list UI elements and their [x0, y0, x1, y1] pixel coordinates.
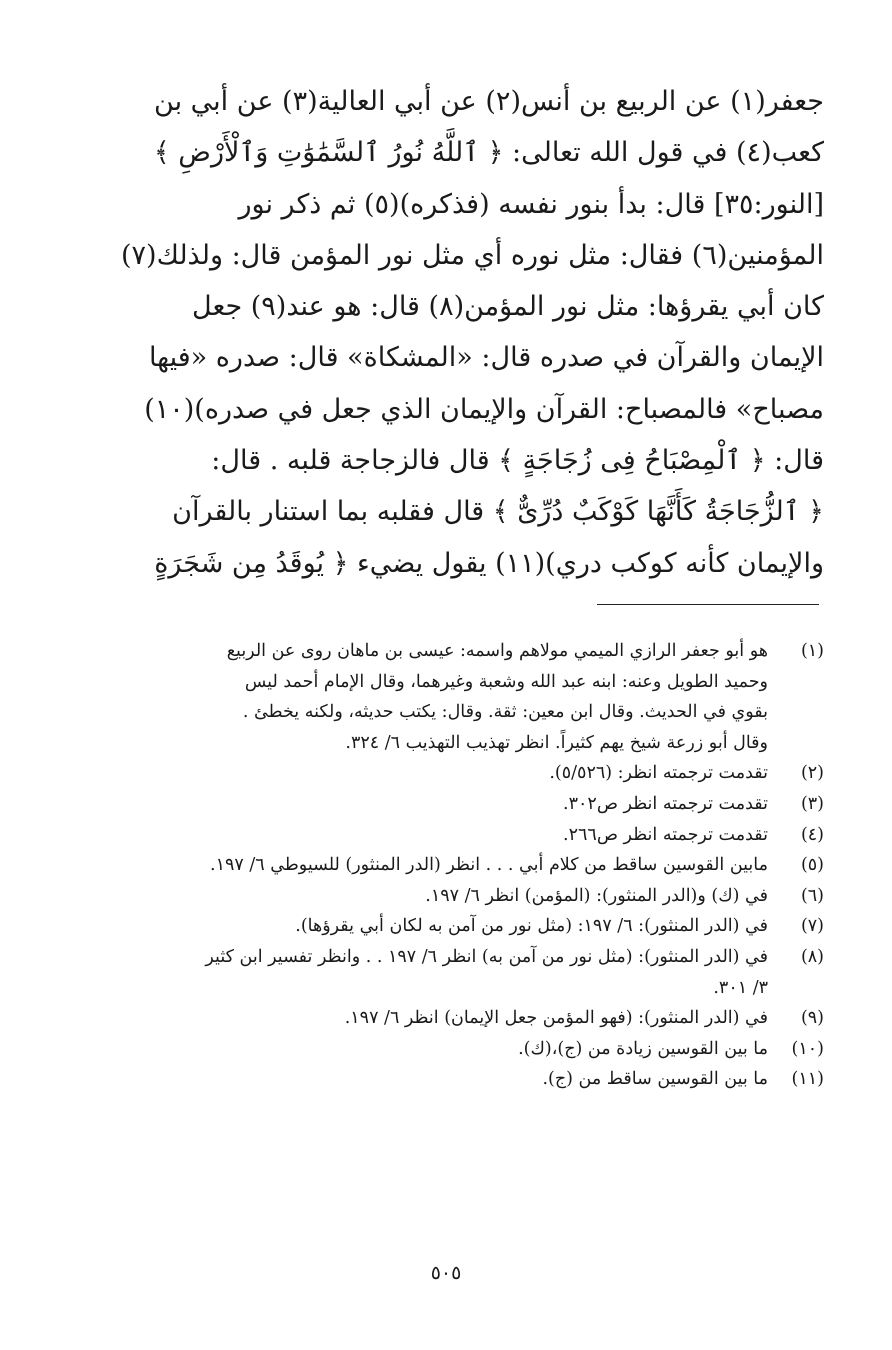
footnote-divider	[597, 604, 819, 605]
footnote-text-line: تقدمت ترجمته انظر: (٥/٥٢٦).	[549, 763, 768, 784]
footnote	[64, 1034, 824, 1065]
footnote	[64, 881, 824, 912]
footnote-text-line: وحميد الطويل وعنه: ابنه عبد الله وشعبة وغيرهما، وقال الإمام أحمد ليس	[244, 671, 768, 692]
footnote-number: (٧)	[800, 916, 824, 937]
footnote-number: (٣)	[800, 793, 824, 814]
footnote-text-line: في (الدر المنثور): (فهو المؤمن جعل الإيمان) انظر ٦/ ١٩٧.	[344, 1008, 768, 1029]
footnote-text-line: تقدمت ترجمته انظر ص٢٦٦.	[563, 824, 768, 845]
footnote-number: (١٠)	[791, 1038, 824, 1059]
footnote-number: (١)	[800, 641, 824, 661]
footnote-text-line: هو أبو جعفر الرازي الميمي مولاهم واسمه: عيسى بن ماهان روى عن الربيع	[226, 641, 768, 661]
main-text-line: ﴿ ٱلزُّجَاجَةُ كَأَنَّهَا كَوْكَبٌ دُرِّىٌّ ﴾ قال فقلبه بما استنار بالقرآن	[172, 496, 824, 528]
footnote-text-line: وقال أبو زرعة شيخ يهم كثيراً. انظر تهذيب التهذيب ٦/ ٣٢٤.	[345, 732, 768, 753]
footnote	[64, 636, 824, 758]
footnote	[64, 820, 824, 851]
main-text-line: جعفر(١) عن الربيع بن أنس(٢) عن أبي العالية(٣) عن أبي بن	[154, 86, 824, 117]
footnote-number: (٤)	[800, 824, 824, 845]
main-text-line: كعب(٤) في قول الله تعالى: ﴿ ٱللَّهُ نُورُ ٱلسَّمَٰوَٰتِ وَٱلْأَرْضِ ﴾	[153, 137, 824, 169]
footnote	[64, 1003, 824, 1034]
main-text-line: الإيمان والقرآن في صدره قال: «المشكاة» قال: صدره «فيها	[148, 342, 824, 374]
footnote-number: (٨)	[800, 946, 824, 967]
footnote-text-line: في (ك) و(الدر المنثور): (المؤمن) انظر ٦/ ١٩٧.	[425, 885, 768, 906]
footnote	[64, 758, 824, 789]
footnote	[64, 789, 824, 820]
main-text	[69, 76, 824, 589]
footnote	[64, 850, 824, 881]
footnote-text-line: ما بين القوسين زيادة من (ج)،(ك).	[518, 1038, 768, 1059]
footnote-number: (٩)	[800, 1008, 824, 1029]
footnote	[64, 1064, 824, 1095]
main-text-line: [النور:٣٥] قال: بدأ بنور نفسه (فذكره)(٥) ثم ذكر نور	[238, 188, 824, 220]
footnote	[64, 911, 824, 942]
footnote-text-line: ما بين القوسين ساقط من (ج).	[542, 1069, 768, 1090]
footnote-text-line: مابين القوسين ساقط من كلام أبي . . . انظر (الدر المنثور) للسيوطي ٦/ ١٩٧.	[210, 855, 768, 876]
footnote-text-line: في (الدر المنثور): (مثل نور من آمن به) انظر ٦/ ١٩٧ . . وانظر تفسير ابن كثير	[205, 946, 768, 967]
footnote-number: (٢)	[800, 763, 824, 784]
footnote-text-line: تقدمت ترجمته انظر ص٣٠٢.	[563, 793, 768, 814]
footnote-text-line: ٣/ ٣٠١.	[713, 977, 768, 998]
footnote-text-line: في (الدر المنثور): ٦/ ١٩٧: (مثل نور من آمن به لكان أبي يقرؤها).	[295, 916, 768, 937]
main-text-line: قال: ﴿ ٱلْمِصْبَاحُ فِى زُجَاجَةٍ ﴾ قال فالزجاجة قلبه . قال:	[211, 445, 824, 477]
main-text-line: والإيمان كأنه كوكب دري)(١١) يقول يضيء ﴿ يُوقَدُ مِن شَجَرَةٍ	[154, 547, 824, 579]
main-text-line: المؤمنين(٦) فقال: مثل نوره أي مثل نور المؤمن قال: ولذلك(٧)	[120, 239, 824, 271]
main-text-line: كان أبي يقرؤها: مثل نور المؤمن(٨) قال: هو عند(٩) جعل	[192, 291, 824, 323]
footnote	[64, 942, 824, 1003]
footnote-number: (١١)	[791, 1069, 824, 1090]
footnote-number: (٦)	[800, 885, 824, 906]
footnotes	[64, 636, 824, 1095]
footnote-text-line: بقوي في الحديث. وقال ابن معين: ثقة. وقال: يكتب حديثه، ولكنه يخطئ .	[242, 702, 768, 723]
footnote-number: (٥)	[800, 855, 824, 876]
page-number: ٥٠٥	[430, 1262, 462, 1284]
main-text-line: مصباح» فالمصباح: القرآن والإيمان الذي جعل في صدره)(١٠)	[144, 393, 824, 425]
